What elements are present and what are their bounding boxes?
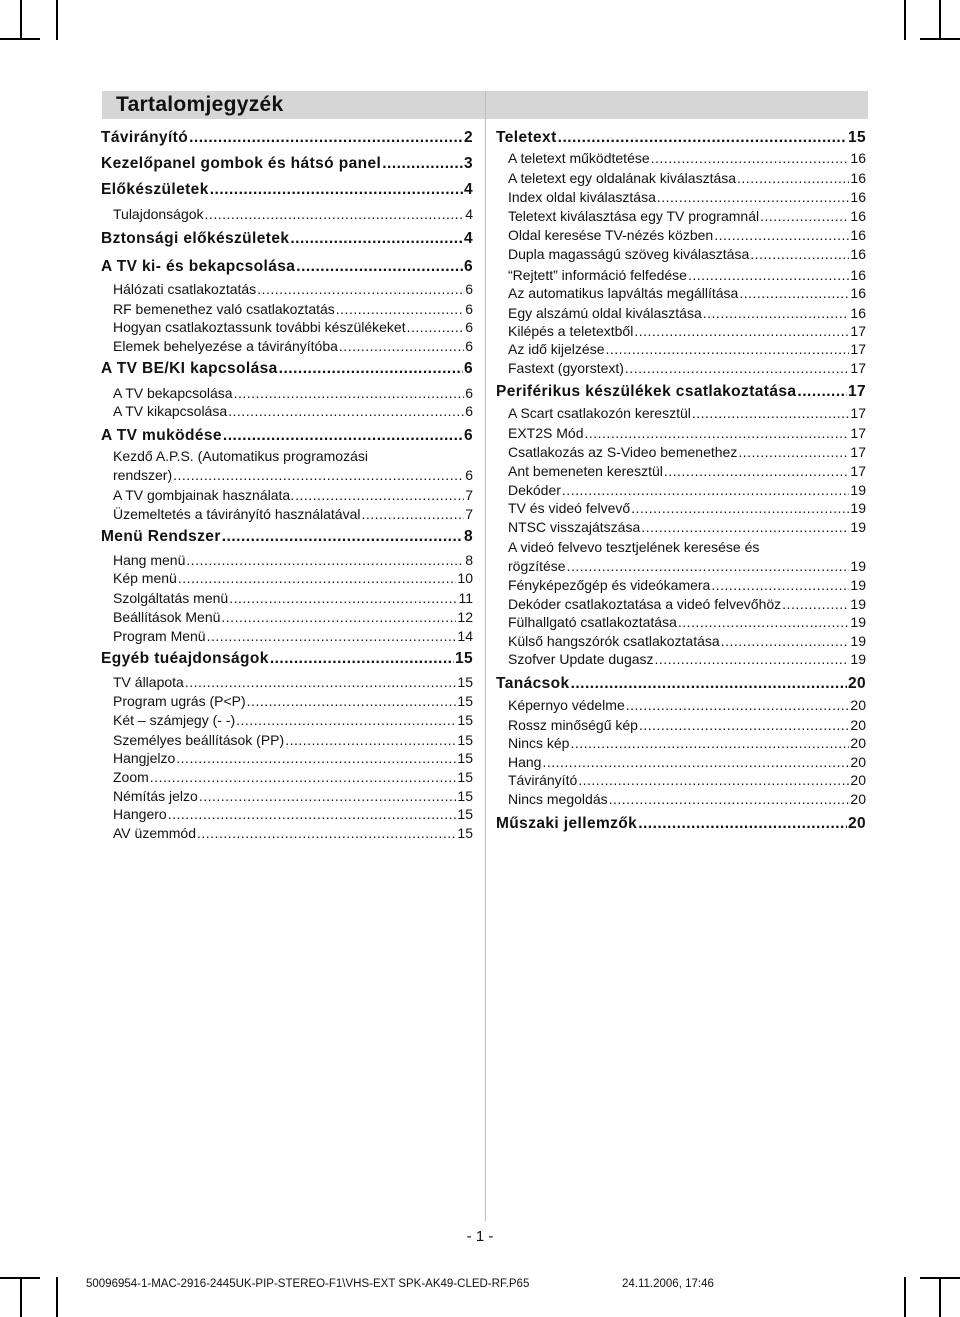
- toc-dot-leader: [714, 227, 849, 243]
- toc-entry-title: Teletext kiválasztása egy TV programnál: [508, 208, 760, 224]
- footer-date: 24.11.2006, 17:46: [622, 1278, 714, 1290]
- toc-dot-leader: [609, 791, 850, 807]
- toc-subsection-entry[interactable]: [101, 769, 473, 785]
- toc-page-number: 20: [847, 675, 866, 692]
- toc-entry-title: Távirányító: [508, 772, 578, 788]
- toc-page-number: 16: [850, 227, 866, 243]
- toc-dot-leader: [285, 732, 456, 748]
- toc-subsection-entry[interactable]: [496, 208, 866, 224]
- toc-dot-leader: [270, 650, 454, 668]
- toc-entry-title: Elemek behelyezése a távirányítóba: [113, 338, 338, 354]
- toc-dot-leader: [721, 633, 850, 649]
- toc-dot-leader: [657, 189, 850, 205]
- toc-subsection-entry[interactable]: [101, 570, 473, 586]
- toc-subsection-entry[interactable]: [496, 717, 866, 733]
- toc-section-entry[interactable]: [101, 129, 473, 147]
- toc-page-number: 6: [463, 258, 473, 275]
- toc-entry-title: Hang menü: [113, 552, 186, 568]
- toc-dot-leader: [625, 360, 850, 376]
- toc-section-entry[interactable]: [101, 181, 473, 199]
- page-title: Tartalomjegyzék: [116, 93, 284, 116]
- toc-page-number: 16: [850, 170, 866, 186]
- toc-entry-title: A Scart csatlakozón keresztül: [508, 405, 691, 421]
- toc-entry-title: Műszaki jellemzők: [496, 815, 638, 832]
- toc-entry-title: RF bemenethez való csatlakoztatás: [113, 301, 335, 317]
- toc-dot-leader: [296, 258, 463, 276]
- toc-subsection-entry[interactable]: [101, 609, 473, 625]
- toc-entry-title: Hangero: [113, 806, 167, 822]
- toc-page-number: 12: [457, 609, 473, 625]
- toc-subsection-entry[interactable]: [496, 463, 866, 479]
- toc-dot-leader: [339, 338, 464, 354]
- toc-page-number: 15: [454, 650, 473, 667]
- toc-page-number: 17: [850, 360, 866, 376]
- toc-dot-leader: [558, 129, 847, 147]
- toc-subsection-entry[interactable]: [496, 405, 866, 421]
- toc-subsection-entry[interactable]: [101, 338, 473, 354]
- toc-section-entry[interactable]: [496, 129, 866, 147]
- toc-entry-title: A TV muködése: [101, 427, 222, 444]
- toc-entry-title: Dupla magasságú szöveg kiválasztása: [508, 246, 750, 262]
- toc-page-number: 16: [850, 285, 866, 301]
- toc-dot-leader: [382, 155, 463, 173]
- toc-entry-title: Szolgáltatás menü: [113, 590, 229, 606]
- toc-page-number: 16: [850, 246, 866, 262]
- toc-entry-title: A teletext működtetése: [508, 150, 650, 166]
- toc-subsection-entry[interactable]: [101, 403, 473, 419]
- toc-section-entry[interactable]: [101, 650, 473, 668]
- toc-entry-title: Program ugrás (P<P): [113, 693, 246, 709]
- toc-entry-title: Személyes beállítások (PP): [113, 732, 285, 748]
- toc-entry-title: TV állapota: [113, 674, 184, 690]
- toc-entry-title: Oldal keresése TV-nézés közben: [508, 227, 714, 243]
- toc-entry-title: A TV kikapcsolása: [113, 403, 228, 419]
- toc-subsection-entry[interactable]: [101, 506, 473, 522]
- toc-subsection-entry[interactable]: [496, 150, 866, 166]
- toc-subsection-entry[interactable]: [101, 788, 473, 804]
- toc-entry-title: Egy alszámú oldal kiválasztása: [508, 305, 702, 321]
- toc-subsection-entry[interactable]: [496, 614, 866, 630]
- toc-section-entry[interactable]: [101, 427, 473, 445]
- toc-subsection-entry[interactable]: [101, 385, 473, 401]
- toc-subsection-entry[interactable]: [496, 246, 866, 262]
- toc-dot-leader: [221, 609, 456, 625]
- toc-page-number: 11: [458, 590, 473, 606]
- toc-entry-title: Nincs kép: [508, 735, 570, 751]
- toc-entry-title: Fastext (gyorstext): [508, 360, 624, 376]
- toc-subsection-entry[interactable]: [496, 772, 866, 788]
- toc-entry-title: Kezdő A.P.S. (Automatikus programozási: [113, 448, 368, 464]
- toc-entry-title: A TV gombjainak használata.: [113, 487, 295, 503]
- toc-page-number: 19: [850, 596, 866, 612]
- toc-dot-leader: [782, 596, 849, 612]
- toc-subsection-entry[interactable]: [496, 633, 866, 649]
- toc-page-number: 19: [850, 482, 866, 498]
- toc-page-number: 15: [457, 825, 473, 841]
- toc-subsection-entry[interactable]: [496, 754, 866, 770]
- toc-dot-leader: [223, 427, 463, 445]
- toc-dot-leader: [641, 519, 849, 535]
- toc-subsection-entry[interactable]: [496, 227, 866, 243]
- toc-subsection-entry[interactable]: [496, 519, 866, 535]
- toc-page-number: 15: [457, 674, 473, 690]
- toc-page-number: 15: [457, 712, 473, 728]
- toc-dot-leader: [290, 230, 463, 248]
- crop-mark: [20, 0, 22, 40]
- toc-subsection-entry[interactable]: [101, 590, 473, 606]
- toc-subsection-entry[interactable]: [101, 281, 473, 297]
- toc-page-number: 20: [850, 791, 866, 807]
- toc-section-entry[interactable]: [496, 675, 866, 693]
- toc-dot-leader: [185, 674, 457, 690]
- toc-dot-leader: [760, 208, 849, 224]
- toc-subsection-entry[interactable]: [496, 323, 866, 339]
- toc-entry-title: Csatlakozás az S-Video bemenethez: [508, 444, 738, 460]
- toc-subsection-entry[interactable]: [101, 467, 473, 483]
- toc-page-number: 15: [457, 732, 473, 748]
- toc-dot-leader: [692, 405, 850, 421]
- toc-subsection-entry[interactable]: [496, 267, 866, 283]
- toc-page-number: 15: [457, 806, 473, 822]
- toc-section-entry[interactable]: [101, 258, 473, 276]
- toc-section-entry[interactable]: [101, 155, 473, 173]
- toc-dot-leader: [571, 675, 847, 693]
- toc-page-number: 17: [850, 444, 866, 460]
- toc-dot-leader: [711, 577, 849, 593]
- toc-subsection-entry[interactable]: [101, 712, 473, 728]
- toc-subsection-entry[interactable]: [101, 487, 473, 503]
- toc-page-number: 15: [457, 693, 473, 709]
- toc-page-number: 16: [850, 305, 866, 321]
- toc-page-number: 3: [463, 155, 473, 172]
- toc-page-number: 20: [850, 754, 866, 770]
- toc-dot-leader: [688, 267, 849, 283]
- toc-dot-leader: [407, 319, 465, 335]
- toc-dot-leader: [247, 693, 457, 709]
- toc-entry-title: EXT2S Mód: [508, 425, 584, 441]
- toc-dot-leader: [199, 788, 457, 804]
- toc-subsection-entry[interactable]: [496, 500, 866, 516]
- toc-subsection-entry[interactable]: [496, 360, 866, 376]
- crop-mark: [920, 38, 960, 40]
- toc-entry-title: Fülhallgató csatlakoztatása: [508, 614, 677, 630]
- toc-dot-leader: [236, 712, 456, 728]
- toc-dot-leader: [737, 170, 849, 186]
- crop-mark: [904, 1277, 906, 1317]
- toc-entry-title: Bztonsági előkészületek: [101, 230, 290, 247]
- toc-dot-leader: [205, 206, 465, 222]
- toc-dot-leader: [570, 735, 849, 751]
- crop-mark: [0, 38, 40, 40]
- toc-entry-title: “Rejtett” információ felfedése: [508, 267, 687, 283]
- toc-page-number: 8: [463, 528, 473, 545]
- toc-subsection-entry[interactable]: [101, 552, 473, 568]
- toc-entry-title: rendszer): [113, 467, 173, 483]
- toc-page-number: 17: [850, 323, 866, 339]
- toc-subsection-entry[interactable]: [496, 791, 866, 807]
- toc-entry-title: Ant bemeneten keresztül: [508, 463, 663, 479]
- toc-subsection-entry[interactable]: [101, 674, 473, 690]
- toc-subsection-entry[interactable]: [101, 825, 473, 841]
- toc-dot-leader: [750, 246, 849, 262]
- toc-subsection-entry[interactable]: [101, 628, 473, 644]
- toc-dot-leader: [739, 285, 849, 301]
- toc-page-number: 4: [465, 206, 473, 222]
- toc-entry-title: AV üzemmód: [113, 825, 196, 841]
- toc-dot-leader: [197, 825, 456, 841]
- toc-entry-title: Kezelőpanel gombok és hátsó panel: [101, 155, 382, 172]
- toc-entry-title: Némítás jelzo: [113, 788, 198, 804]
- toc-section-entry[interactable]: [496, 383, 866, 401]
- toc-entry-title: A videó felvevo tesztjelének keresése és: [508, 539, 760, 555]
- toc-dot-leader: [678, 614, 850, 630]
- toc-entry-title: Az idő kijelzése: [508, 341, 605, 357]
- toc-dot-leader: [738, 444, 849, 460]
- toc-page-number: 6: [465, 338, 473, 354]
- toc-entry-title: Előkészületek: [101, 181, 209, 198]
- toc-page-number: 16: [850, 208, 866, 224]
- toc-page-number: 6: [465, 319, 473, 335]
- toc-section-entry[interactable]: [101, 230, 473, 248]
- toc-page-number: 17: [850, 341, 866, 357]
- toc-subsection-entry[interactable]: [496, 444, 866, 460]
- toc-dot-leader: [228, 403, 464, 419]
- toc-page-number: 20: [850, 735, 866, 751]
- toc-dot-leader: [638, 815, 847, 833]
- toc-page-number: 15: [457, 750, 473, 766]
- toc-dot-leader: [664, 463, 850, 479]
- toc-page-number: 16: [850, 189, 866, 205]
- toc-dot-leader: [189, 129, 463, 147]
- toc-dot-leader: [295, 487, 464, 503]
- toc-section-entry[interactable]: [101, 360, 473, 378]
- toc-entry-title: A TV BE/KI kapcsolása: [101, 360, 278, 377]
- toc-dot-leader: [336, 301, 464, 317]
- toc-page-number: 6: [465, 403, 473, 419]
- toc-entry-title: Szofver Update dugasz: [508, 651, 654, 667]
- toc-subsection-entry[interactable]: [101, 448, 368, 464]
- page-number: - 1 -: [466, 1228, 494, 1245]
- toc-page-number: 6: [465, 385, 473, 401]
- toc-dot-leader: [176, 750, 456, 766]
- toc-page-number: 6: [465, 467, 473, 483]
- toc-page-number: 16: [850, 267, 866, 283]
- toc-dot-leader: [584, 425, 849, 441]
- toc-subsection-entry[interactable]: [496, 285, 866, 301]
- toc-dot-leader: [567, 558, 850, 574]
- toc-subsection-entry[interactable]: [101, 301, 473, 317]
- column-divider: [485, 91, 486, 1221]
- toc-dot-leader: [578, 772, 849, 788]
- toc-entry-title: Periférikus készülékek csatlakoztatása: [496, 383, 797, 400]
- toc-page-number: 19: [850, 558, 866, 574]
- toc-subsection-entry[interactable]: [101, 319, 473, 335]
- toc-entry-title: Program Menü: [113, 628, 206, 644]
- crop-mark: [0, 1277, 40, 1279]
- footer-filename: 50096954-1-MAC-2916-2445UK-PIP-STEREO-F1\VHS-EXT SPK-AK49-CLED-RF.P65: [86, 1278, 530, 1290]
- toc-subsection-entry[interactable]: [496, 735, 866, 751]
- toc-entry-title: Beállítások Menü: [113, 609, 221, 625]
- toc-entry-title: Hangjelzo: [113, 750, 176, 766]
- crop-mark: [56, 1277, 58, 1317]
- toc-dot-leader: [651, 150, 850, 166]
- crop-mark: [939, 1277, 941, 1317]
- toc-page-number: 19: [850, 651, 866, 667]
- toc-page-number: 19: [850, 519, 866, 535]
- toc-page-number: 2: [463, 129, 473, 146]
- toc-entry-title: Dekóder csatlakoztatása a videó felvevőhöz: [508, 596, 782, 612]
- toc-subsection-entry[interactable]: [496, 577, 866, 593]
- toc-dot-leader: [229, 590, 457, 606]
- toc-entry-title: Egyéb tuéajdonságok: [101, 650, 269, 667]
- toc-dot-leader: [631, 500, 849, 516]
- toc-entry-title: Üzemeltetés a távirányító használatával: [113, 506, 361, 522]
- toc-entry-title: Index oldal kiválasztása: [508, 189, 656, 205]
- toc-page-number: 6: [465, 281, 473, 297]
- toc-page-number: 15: [847, 129, 866, 146]
- crop-mark: [904, 0, 906, 40]
- toc-dot-leader: [361, 506, 464, 522]
- toc-entry-title: Hálózati csatlakoztatás: [113, 281, 257, 297]
- toc-page-number: 20: [847, 815, 866, 832]
- toc-dot-leader: [222, 528, 463, 546]
- toc-dot-leader: [606, 341, 850, 357]
- toc-subsection-entry[interactable]: [496, 697, 866, 713]
- toc-entry-title: NTSC visszajátszása: [508, 519, 641, 535]
- toc-page-number: 14: [457, 628, 473, 644]
- toc-page-number: 17: [850, 405, 866, 421]
- toc-entry-title: Zoom: [113, 769, 149, 785]
- toc-page-number: 17: [850, 425, 866, 441]
- toc-page-number: 15: [457, 769, 473, 785]
- toc-page-number: 7: [465, 487, 473, 503]
- toc-entry-title: Kilépés a teletextből: [508, 323, 634, 339]
- toc-page-number: 6: [465, 301, 473, 317]
- toc-page-number: 19: [850, 633, 866, 649]
- toc-subsection-entry[interactable]: [101, 732, 473, 748]
- toc-entry-title: Két – számjegy (- -): [113, 712, 236, 728]
- toc-entry-title: Dekóder: [508, 482, 561, 498]
- toc-entry-title: A TV ki- és bekapcsolása: [101, 258, 296, 275]
- toc-subsection-entry[interactable]: [101, 693, 473, 709]
- toc-page-number: 20: [850, 717, 866, 733]
- toc-subsection-entry[interactable]: [101, 206, 473, 222]
- toc-dot-leader: [173, 467, 464, 483]
- toc-dot-leader: [186, 552, 464, 568]
- toc-entry-title: Tanácsok: [496, 675, 570, 692]
- toc-page-number: 8: [465, 552, 473, 568]
- crop-mark: [20, 1277, 22, 1317]
- toc-dot-leader: [178, 570, 457, 586]
- toc-entry-title: rögzítése: [508, 558, 566, 574]
- toc-dot-leader: [150, 769, 457, 785]
- toc-page-number: 10: [457, 570, 473, 586]
- toc-entry-title: Menü Rendszer: [101, 528, 221, 545]
- toc-entry-title: Távirányító: [101, 129, 189, 146]
- toc-page-number: 19: [850, 577, 866, 593]
- toc-entry-title: Hang: [508, 754, 542, 770]
- toc-dot-leader: [279, 360, 463, 378]
- toc-dot-leader: [207, 628, 457, 644]
- toc-dot-leader: [562, 482, 850, 498]
- toc-subsection-entry[interactable]: [496, 341, 866, 357]
- toc-dot-leader: [257, 281, 464, 297]
- toc-dot-leader: [639, 717, 849, 733]
- toc-entry-title: Kép menü: [113, 570, 177, 586]
- toc-page-number: 20: [850, 697, 866, 713]
- toc-dot-leader: [234, 385, 465, 401]
- crop-mark: [939, 0, 941, 40]
- toc-entry-title: Nincs megoldás: [508, 791, 608, 807]
- toc-dot-leader: [542, 754, 849, 770]
- toc-page-number: 6: [463, 360, 473, 377]
- toc-entry-title: Fényképezőgép és videókamera: [508, 577, 711, 593]
- toc-entry-title: Az automatikus lapváltás megállítása: [508, 285, 739, 301]
- toc-page-number: 17: [850, 463, 866, 479]
- toc-dot-leader: [210, 181, 463, 199]
- toc-page-number: 4: [463, 181, 473, 198]
- toc-dot-leader: [626, 697, 850, 713]
- toc-dot-leader: [168, 806, 457, 822]
- toc-subsection-entry[interactable]: [496, 539, 759, 555]
- crop-mark: [56, 0, 58, 40]
- toc-page-number: 19: [850, 614, 866, 630]
- toc-dot-leader: [634, 323, 849, 339]
- toc-page-number: 7: [465, 506, 473, 522]
- toc-dot-leader: [703, 305, 850, 321]
- crop-mark: [920, 1277, 960, 1279]
- toc-subsection-entry[interactable]: [496, 596, 866, 612]
- toc-entry-title: Képernyo védelme: [508, 697, 625, 713]
- toc-entry-title: Teletext: [496, 129, 557, 146]
- toc-entry-title: Hogyan csatlakoztassunk további készülékeket: [113, 319, 406, 335]
- toc-subsection-entry[interactable]: [496, 558, 866, 574]
- toc-subsection-entry[interactable]: [496, 482, 866, 498]
- toc-page-number: 4: [463, 230, 473, 247]
- toc-entry-title: Rossz minőségű kép: [508, 717, 638, 733]
- toc-subsection-entry[interactable]: [101, 806, 473, 822]
- toc-page-number: 6: [463, 427, 473, 444]
- toc-subsection-entry[interactable]: [496, 170, 866, 186]
- toc-dot-leader: [797, 383, 847, 401]
- toc-entry-title: Tulajdonságok: [113, 206, 204, 222]
- toc-page-number: 16: [850, 150, 866, 166]
- toc-subsection-entry[interactable]: [496, 651, 866, 667]
- toc-subsection-entry[interactable]: [496, 189, 866, 205]
- toc-page-number: 15: [457, 788, 473, 804]
- toc-subsection-entry[interactable]: [496, 305, 866, 321]
- toc-section-entry[interactable]: [496, 815, 866, 833]
- toc-page-number: 17: [847, 383, 866, 400]
- toc-subsection-entry[interactable]: [101, 750, 473, 766]
- toc-entry-title: TV és videó felvevő: [508, 500, 631, 516]
- toc-page-number: 19: [850, 500, 866, 516]
- toc-section-entry[interactable]: [101, 528, 473, 546]
- toc-entry-title: A teletext egy oldalának kiválasztása: [508, 170, 737, 186]
- toc-dot-leader: [655, 651, 850, 667]
- toc-page-number: 20: [850, 772, 866, 788]
- toc-entry-title: A TV bekapcsolása: [113, 385, 233, 401]
- toc-subsection-entry[interactable]: [496, 425, 866, 441]
- toc-entry-title: Külső hangszórók csatlakoztatása: [508, 633, 720, 649]
